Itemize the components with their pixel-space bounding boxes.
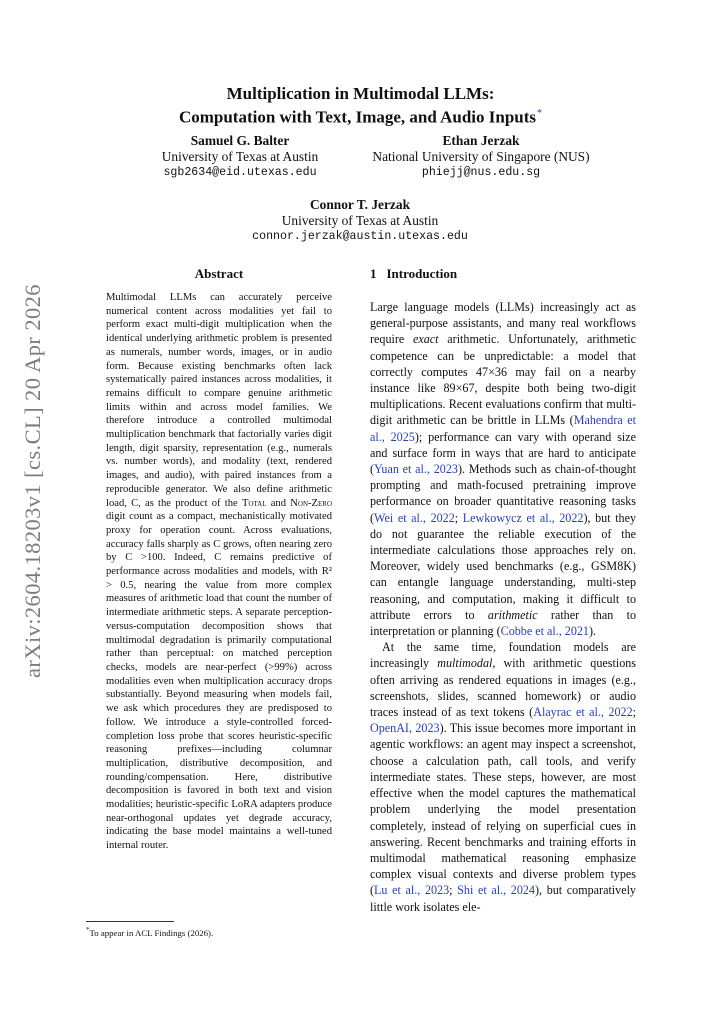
intro-emphasis: exact — [413, 332, 439, 347]
author-affiliation: University of Texas at Austin — [281, 213, 439, 228]
intro-text: rather than to interpretation or planning ( — [370, 607, 637, 639]
section-number: 1 — [370, 266, 377, 281]
arxiv-identifier: arXiv:2604.18203v1 [cs.CL] 20 Apr 2026 — [20, 284, 45, 678]
abstract-text — [106, 291, 332, 853]
intro-paragraph-1 — [370, 299, 636, 639]
paper-title-line-2 — [100, 104, 621, 128]
abstract-nonzero-term: Non-Zero — [290, 497, 332, 509]
intro-text: ; — [449, 883, 458, 898]
footnote — [86, 926, 213, 938]
intro-text: , with arithmetic questions often arriving as rendered equations in images (e.g., screenshots, slides, scanned homework) or audio traces instead of as text tokens ( — [370, 656, 636, 720]
intro-text: ; — [632, 705, 636, 720]
abstract-conjunction: and — [266, 497, 291, 509]
citation-link[interactable]: Lu et al., 2023 — [374, 883, 450, 898]
intro-text: ), but they do not guarantee the reliable execution of the intermediate calculations those approaches rely on. Moreover, widely used benchmarks (e.g., GSM8K) can entangle language understanding, multi-step reasoning, and computation, making it difficult to attribute errors to — [370, 510, 637, 622]
author-name: Connor T. Jerzak — [309, 197, 411, 212]
author-affiliation: National University of Singapore (NUS) — [372, 149, 590, 164]
title-footnote-marker[interactable]: * — [537, 108, 543, 119]
intro-text: ). Methods such as chain-of-thought prompting and math-focused pretraining improve performance on broader quantitative reasoning tasks ( — [370, 462, 636, 525]
author-block-3 — [230, 197, 490, 245]
footnote-text: To appear in ACL Findings (2026). — [89, 927, 214, 938]
citation-link[interactable]: Shi et al., 2024 — [457, 883, 535, 898]
intro-text: At the same time, foundation models are increasingly — [370, 640, 636, 671]
citation-link[interactable]: Yuan et al., 2023 — [374, 462, 458, 477]
citation-link[interactable]: Alayrac et al., 2022 — [533, 705, 633, 720]
abstract-part-1: Multimodal LLMs can accurately perceive numerical content across modalities yet fail to perform exact multi-digit multiplication when the identical underlying arithmetic problem is presented as numerals, number words, images, or in audio form. Because existing benchmarks often lack systematically paired instances across modalities, it remains difficult to compare genuine arithmetic limits within and across model families. We therefore introduce a controlled multimodal multiplication benchmark that factorially varies digit length, digit sparsity, representation (e.g., numerals vs. number words), and modality (text, rendered images, and audio), with paired instances from a reproducible generator. We also define arithmetic load, C, as the product of the — [106, 292, 332, 509]
intro-text: ); performance can vary with operand size and surface form in ways that are hard to anticipate ( — [370, 429, 636, 477]
abstract-part-2: digit count as a compact, mechanistically motivated proxy for operation count. Across evaluations, accuracy falls sharply as C grows, often nearing zero by C >100. Indeed, C remains predictive of performance across modalities and models, with R² > 0.5, nearing the value from more complex measures of arithmetic load that count the number of intermediate arithmetic steps. A separate perception-versus-computation decomposition shows that multimodal degradation is primarily computational rather than perceptual: on matched perception checks, models are near-perfect (>99%) across modalities even when multiplication accuracy drops substantially. Beyond measuring when models fail, we ask which procedures they are predisposed to follow. We introduce a style-controlled forced-completion loss probe that scores heuristic-specific reasoning prefixes—including columnar multiplication, distributive decomposition, and rounding/compensation. Here, distributive decomposition is favored in both text and vision modalities; heuristic-specific LoRA adapters produce near-orthogonal updates yet degrade accuracy, indicating the base model maintains a well-tuned internal router. — [106, 511, 332, 852]
author-name: Samuel G. Balter — [190, 133, 290, 148]
intro-paragraph-2 — [370, 639, 636, 914]
author-email: phiejj@nus.edu.sg — [421, 166, 541, 179]
intro-text: arithmetic. Unfortunately, arithmetic competence can be unpredictable: a model that correctly computes 47×36 may fail on a nearby instance like 89×67, despite both being two-digit multiplications. Recent evaluations confirm that multi-digit arithmetic can be brittle in LLMs ( — [370, 332, 636, 428]
intro-emphasis: arithmetic — [487, 607, 538, 622]
intro-text: Large language models (LLMs) increasingly act as general-purpose assistants, and many real workflows require — [370, 300, 636, 347]
intro-emphasis: multimodal — [437, 656, 493, 671]
author-block-1 — [140, 133, 340, 181]
section-title: Introduction — [386, 266, 458, 281]
citation-link[interactable]: OpenAI, 2023 — [370, 721, 440, 736]
footnote-rule — [86, 921, 174, 922]
intro-text: ). This issue becomes more important in agentic workflows: an agent may inspect a screenshot, choose a calculation path, call tools, and verify intermediate states. These steps, however, are most effective when the model captures the mathematical problem underlying the model presentation completely, instead of relying on superficial cues in answering. Recent benchmarks and training efforts in multimodal mathematical reasoning emphasize complex visual contexts and diverse problem types ( — [370, 721, 636, 898]
introduction-body — [370, 299, 636, 915]
citation-link[interactable]: Cobbe et al., 2021 — [500, 624, 589, 639]
author-name: Ethan Jerzak — [442, 133, 520, 148]
intro-text: ; — [454, 510, 463, 525]
intro-text: ), but comparatively little work isolates ele- — [370, 883, 636, 914]
author-email: connor.jerzak@austin.utexas.edu — [252, 230, 468, 243]
citation-link[interactable]: Wei et al., 2022 — [374, 510, 455, 525]
paper-title-line-1: Multiplication in Multimodal LLMs: — [226, 84, 495, 103]
abstract-total-term: Total — [241, 497, 267, 509]
author-affiliation: University of Texas at Austin — [161, 149, 319, 164]
citation-link[interactable]: Lewkowycz et al., 2022 — [462, 510, 584, 525]
introduction-heading — [370, 266, 457, 282]
paper-title-line-2-text: Computation with Text, Image, and Audio Inputs — [178, 107, 537, 127]
abstract-heading: Abstract — [194, 266, 244, 281]
citation-link[interactable]: Mahendra et al., 2025 — [370, 413, 636, 444]
footnote-marker: * — [86, 926, 90, 934]
intro-text: ). — [588, 624, 597, 639]
author-block-2 — [355, 133, 607, 181]
author-email: sgb2634@eid.utexas.edu — [163, 166, 317, 179]
